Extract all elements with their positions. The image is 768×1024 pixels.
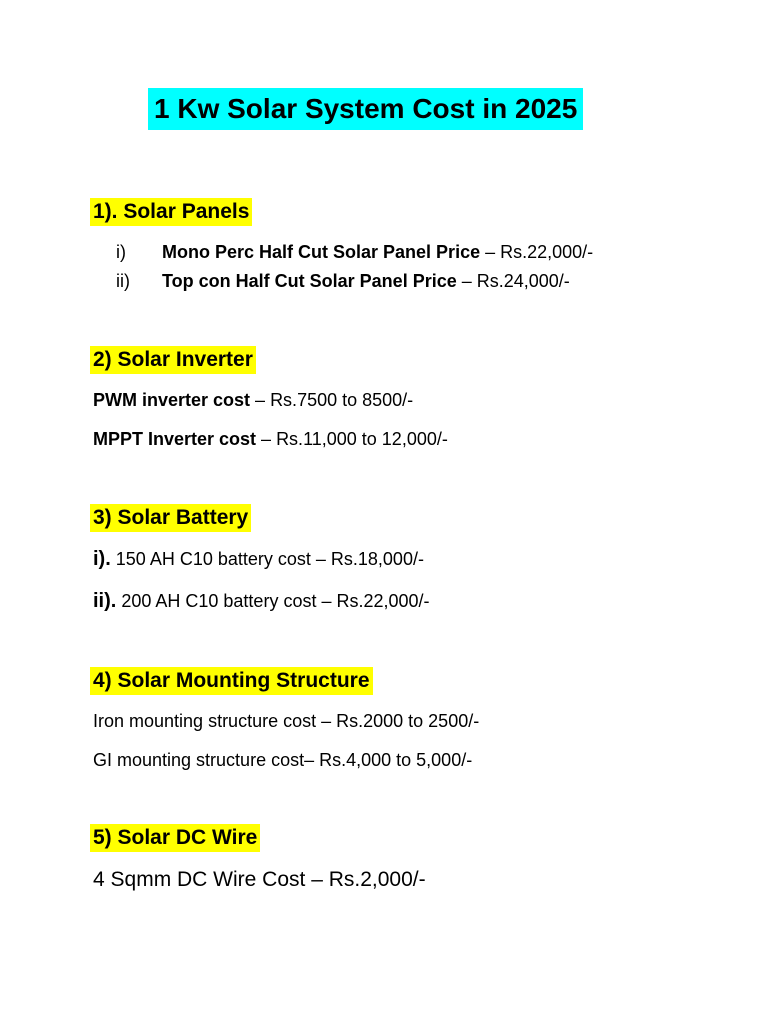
list-marker: i) <box>116 242 126 262</box>
item-price: Rs.22,000/- <box>500 242 594 262</box>
list-item: Iron mounting structure cost – Rs.2000 to 2500/- <box>93 711 480 731</box>
item-label: MPPT Inverter cost <box>93 429 257 449</box>
list-item <box>93 388 413 412</box>
list-marker: i). <box>93 548 111 570</box>
item-separator: – <box>256 429 277 449</box>
section-heading-solar-mounting-structure: 4) Solar Mounting Structure <box>90 667 373 695</box>
list-item <box>162 269 570 293</box>
item-label: PWM inverter cost <box>93 390 251 410</box>
item-separator: – <box>480 242 501 262</box>
section-heading-solar-inverter: 2) Solar Inverter <box>90 346 256 374</box>
item-price: Rs.24,000/- <box>476 271 570 291</box>
list-marker: ii). <box>93 590 117 612</box>
item-text: 150 AH C10 battery cost – Rs.18,000/- <box>110 549 424 569</box>
list-item <box>93 427 448 451</box>
list-item: GI mounting structure cost– Rs.4,000 to 5,000/- <box>93 750 473 770</box>
section-heading-solar-battery: 3) Solar Battery <box>90 504 251 532</box>
section-heading-solar-dc-wire: 5) Solar DC Wire <box>90 824 260 852</box>
list-item: 4 Sqmm DC Wire Cost – Rs.2,000/- <box>93 868 426 891</box>
item-separator: – <box>250 390 271 410</box>
item-price: Rs.7500 to 8500/- <box>270 390 414 410</box>
item-label: Top con Half Cut Solar Panel Price <box>162 271 457 291</box>
item-label: Mono Perc Half Cut Solar Panel Price <box>162 242 481 262</box>
item-separator: – <box>456 271 477 291</box>
list-marker: ii) <box>116 271 130 291</box>
list-item <box>162 240 593 264</box>
item-price: Rs.11,000 to 12,000/- <box>276 429 448 449</box>
list-item <box>93 547 424 571</box>
list-item <box>93 589 430 613</box>
item-text: 200 AH C10 battery cost – Rs.22,000/- <box>116 591 430 611</box>
page-title: 1 Kw Solar System Cost in 2025 <box>148 88 583 130</box>
section-heading-solar-panels: 1). Solar Panels <box>90 198 252 226</box>
